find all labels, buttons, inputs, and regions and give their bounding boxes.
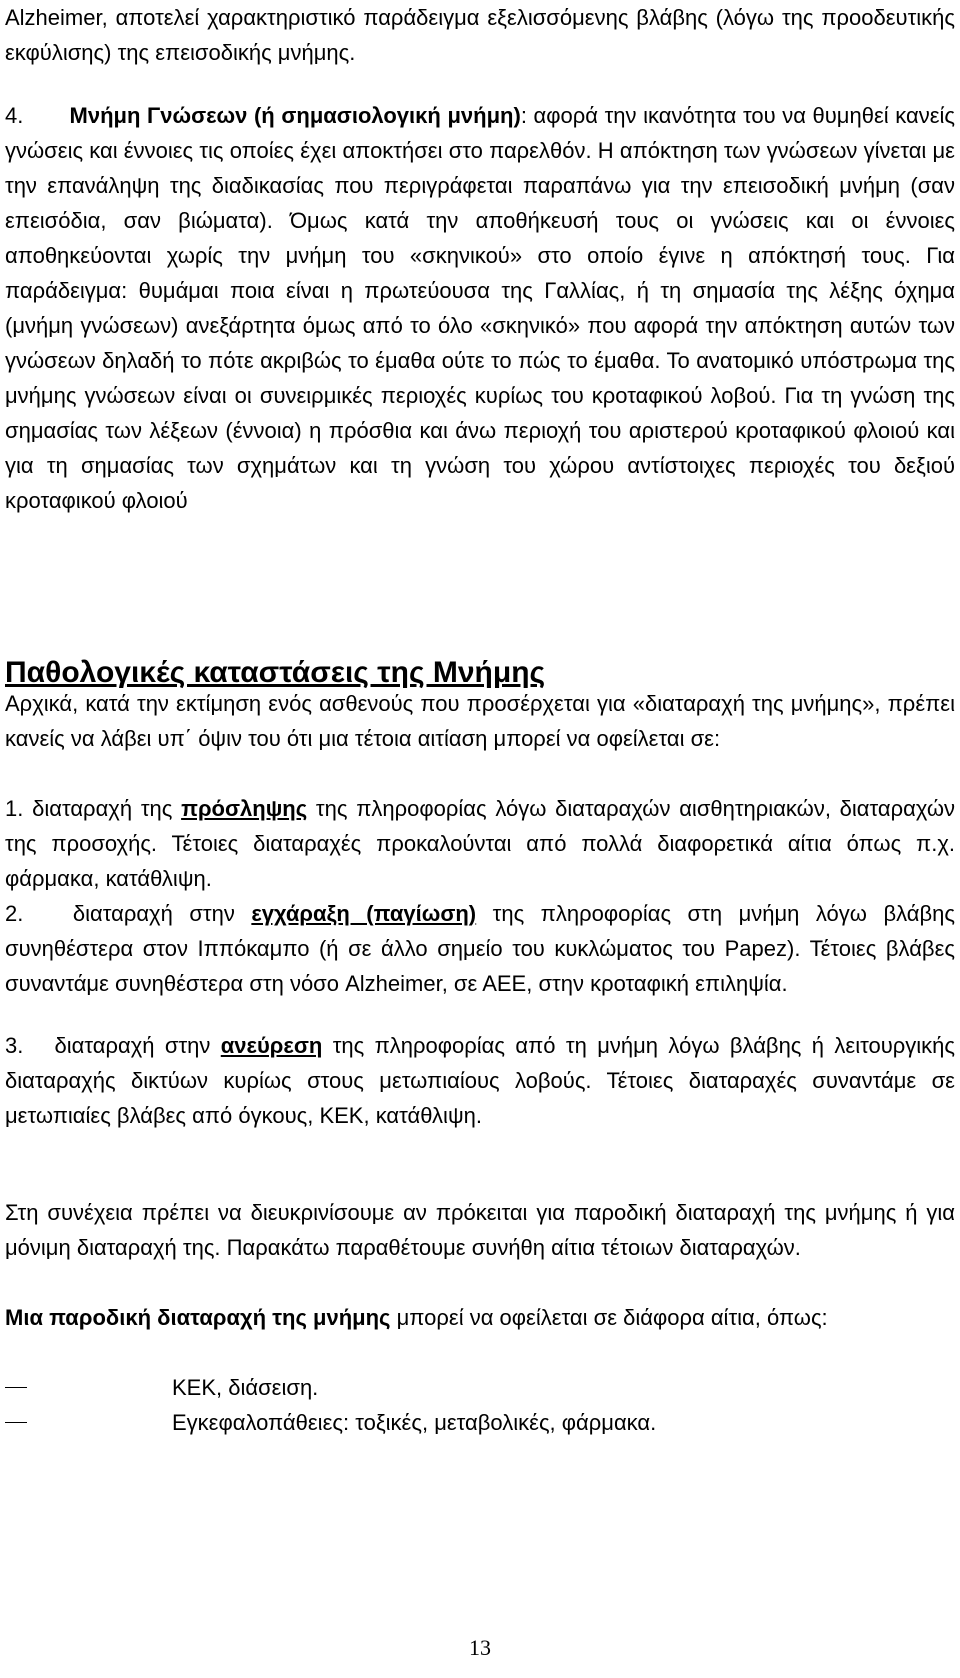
cause-number: 3. xyxy=(5,1033,24,1058)
cause-text-after: της πληροφορίας στη μνήμη λόγω βλάβης συνηθέστερα στον Ιππόκαμπο (ή σε άλλο σημείο του κυκλώματος του Papez). Τέτοιες βλάβες συναντάμε συνηθέστερα στη νόσο Alzheimer, σε ΑΕΕ, στην κροταφική επιληψία. xyxy=(5,901,956,996)
dash-item-text: ΚΕΚ, διάσειση. xyxy=(172,1375,319,1400)
item-term: Μνήμη Γνώσεων (ή σημασιολογική μνήμη) xyxy=(69,103,521,128)
cause-text-before: διαταραχή στην xyxy=(44,1033,221,1058)
cause-term: πρόσληψης xyxy=(181,796,308,821)
cause-number: 2. xyxy=(5,901,24,926)
transient-bold: Μια παροδική διαταραχή της μνήμης xyxy=(5,1305,391,1330)
cause-term: ανεύρεση xyxy=(220,1033,323,1058)
cause-paragraph xyxy=(5,896,955,1001)
cause-paragraph xyxy=(5,791,955,896)
item-text: : αφορά την ικανότητα του να θυμηθεί κανείς γνώσεις και έννοιες τις οποίες έχει αποκτήσει στο παρελθόν. Η απόκτηση των γνώσεων γίνεται με την επανάληψη της διαδικασίας που περιγράφεται παραπάνω για την επεισοδική μνήμη (σαν επεισόδια, σαν βιώματα). Όμως κατά την αποθήκευσή τους οι γνώσεις και οι έννοιες αποθηκεύονται χωρίς την μνήμη του «σκηνικού» στο οποίο έγινε η απόκτησή τους. Για παράδειγμα: θυμάμαι ποια είναι η πρωτεύουσα της Γαλλίας, ή τη σημασία της λέξης όχημα (μνήμη γνώσεων) ανεξάρτητα όμως από το όλο «σκηνικό» που αφορά την απόκτηση αυτών των γνώσεων δηλαδή το πότε ακριβώς το έμαθα ούτε το πώς το έμαθα. Το ανατομικό υπόστρωμα της μνήμης γνώσεων είναι οι συνειρμικές περιοχές κυρίως του κροταφικού λοβού. Για τη γνώση της σημασίας των λέξεων (έννοια) η πρόσθια και άνω περιοχή του αριστερού κροταφικού φλοιού και για τη σημασίας των σχημάτων και τη γνώση του χώρου αντίστοιχες περιοχές του δεξιού κροταφικού φλοιού xyxy=(5,103,955,513)
cause-number: 1. xyxy=(5,796,24,821)
cause-term: εγχάραξη (παγίωση) xyxy=(251,901,477,926)
cause-text-after: της πληροφορίας από τη μνήμη λόγω βλάβης ή λειτουργικής διαταραχής δικτύων κυρίως στους μετωπιαίους λοβούς. Τέτοιες διαταραχές συναντάμε σε μετωπιαίες βλάβες από όγκους, ΚΕΚ, κατάθλιψη. xyxy=(5,1033,955,1128)
cause-3 xyxy=(5,1028,955,1133)
paragraph-text: Alzheimer, αποτελεί χαρακτηριστικό παράδειγμα εξελισσόμενης βλάβης (λόγω της προοδευτικής εκφύλισης) της επεισοδικής μνήμης. xyxy=(5,5,955,65)
next-paragraph xyxy=(5,1195,955,1265)
dash-item-text: Εγκεφαλοπάθειες: τοξικές, μεταβολικές, φάρμακα. xyxy=(172,1410,657,1435)
cause-text-before: διαταραχή της xyxy=(23,796,182,821)
next-paragraph-text: Στη συνέχεια πρέπει να διευκρινίσουμε αν πρόκειται για παροδική διαταραχή της μνήμης ή για μόνιμη διαταραχή της. Παρακάτω παραθέτουμε συνήθη αίτια τέτοιων διαταραχών. xyxy=(5,1200,955,1260)
intro-text: Αρχικά, κατά την εκτίμηση ενός ασθενούς που προσέρχεται για «διαταραχή της μνήμης», πρέπει κανείς να λάβει υπ΄ όψιν του ότι μια τέτοια αιτίαση μπορεί να οφείλεται σε: xyxy=(5,691,955,751)
transient-text xyxy=(5,1300,955,1335)
paragraph-alzheimer xyxy=(5,0,955,70)
item-4-semantic-memory xyxy=(5,98,955,518)
dash-list-item xyxy=(5,1370,955,1405)
dash-list-item xyxy=(5,1405,955,1440)
section-heading: Παθολογικές καταστάσεις της Μνήμης xyxy=(5,656,546,689)
intro-paragraph xyxy=(5,686,955,756)
cause-text-after: της πληροφορίας λόγω διαταραχών αισθητηριακών, διαταραχών της προσοχής. Τέτοιες διαταραχές προκαλούνται από πολλά διαφορετικά αίτια όπως π.χ. φάρμακα, κατάθλιψη. xyxy=(5,796,955,891)
transient-rest: μπορεί να οφείλεται σε διάφορα αίτια, όπως: xyxy=(390,1305,828,1330)
item-number: 4. xyxy=(5,103,24,128)
item-4-paragraph xyxy=(5,98,955,518)
dash-bullet-icon xyxy=(5,1422,27,1423)
cause-paragraph xyxy=(5,1028,955,1133)
dash-bullet-icon xyxy=(5,1387,27,1388)
transient-paragraph xyxy=(5,1300,955,1335)
page-number: 13 xyxy=(469,1635,491,1660)
cause-text-before: διαταραχή στην xyxy=(56,901,252,926)
cause-1 xyxy=(5,791,955,896)
cause-2 xyxy=(5,896,955,1001)
